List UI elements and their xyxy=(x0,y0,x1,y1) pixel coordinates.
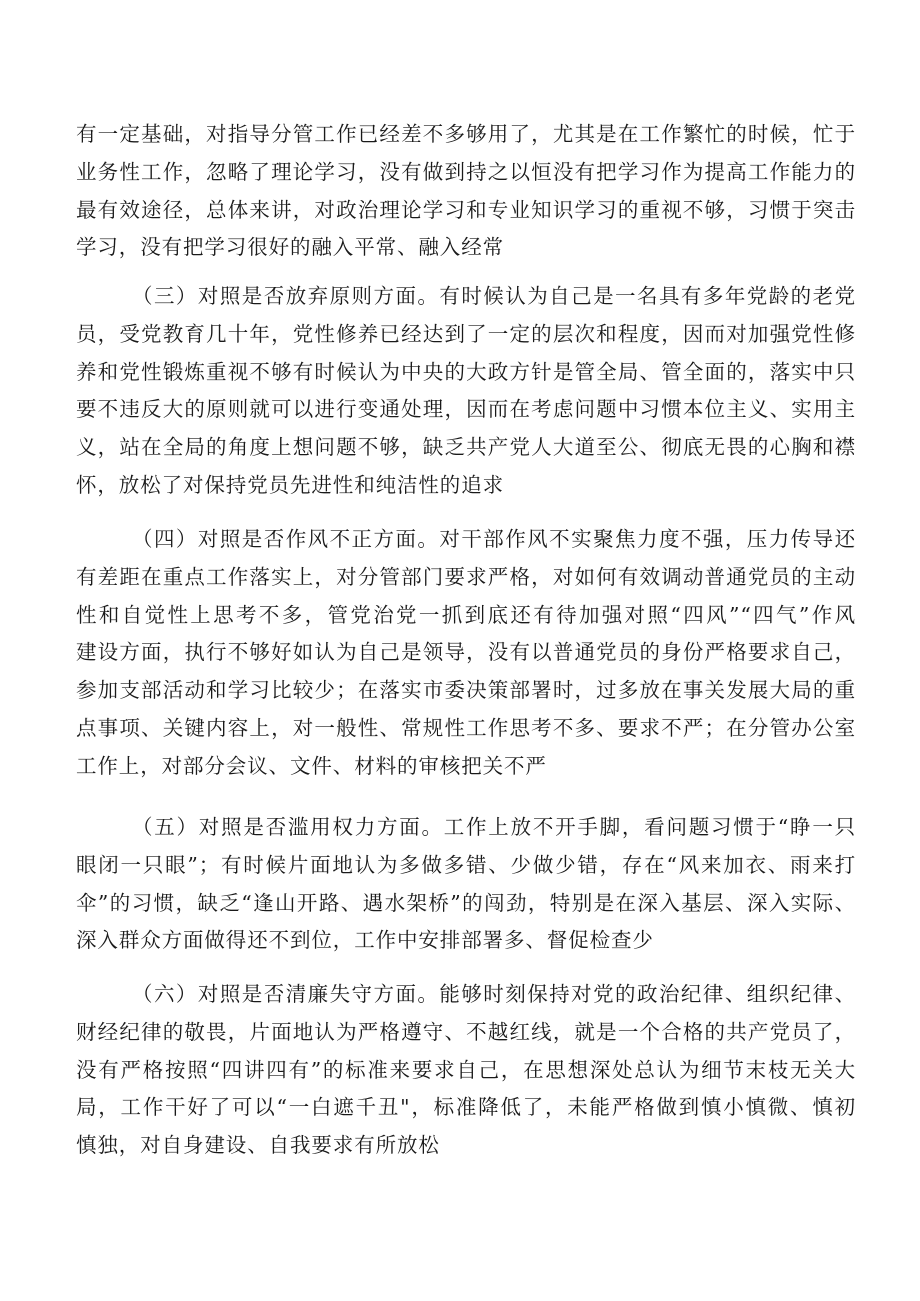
text-line: 工作上，对部分会议、文件、材料的审核把关不严 xyxy=(76,753,547,778)
text-line: 养和党性锻炼重视不够有时候认为中央的大政方针是管全局、管全面的，落实中只 xyxy=(76,359,856,384)
text-line: 怀，放松了对保持党员先进性和纯洁性的追求 xyxy=(76,472,504,497)
text-line: （三）对照是否放弃原则方面。有时候认为自己是一名具有多年党龄的老党 xyxy=(132,284,856,308)
text-line: （四）对照是否作风不正方面。对干部作风不实聚焦力度不强，压力传导还 xyxy=(132,527,856,551)
text-line: 建设方面，执行不够好如认为自己是领导，没有以普通党员的身份严格要求自己， xyxy=(76,640,856,665)
text-line: 眼闭一只眼”；有时候片面地认为多做多错、少做少错，存在“风来加衣、雨来打 xyxy=(76,852,856,877)
text-line: 学习，没有把学习很好的融入平常、融入经常 xyxy=(76,235,504,260)
paragraph-study xyxy=(76,116,856,267)
text-line: 深入群众方面做得还不到位，工作中安排部署多、督促检查少 xyxy=(76,928,654,953)
text-line: 财经纪律的敬畏，片面地认为严格遵守、不越红线，就是一个合格的共产党员了， xyxy=(76,1019,856,1044)
paragraph-work-style xyxy=(76,521,856,786)
text-line: 业务性工作，忽略了理论学习，没有做到持之以恒没有把学习作为提高工作能力的 xyxy=(76,159,856,184)
text-line: 最有效途径，总体来讲，对政治理论学习和专业知识学习的重视不够，习惯于突击 xyxy=(76,197,856,222)
paragraph-power-abuse xyxy=(76,809,856,960)
paragraph-integrity xyxy=(76,976,856,1165)
text-line: （六）对照是否清廉失守方面。能够时刻保持对党的政治纪律、组织纪律、 xyxy=(132,982,856,1006)
paragraph-principles xyxy=(76,278,856,505)
text-line: 员，受党教育几十年，党性修养已经达到了一定的层次和程度，因而对加强党性修 xyxy=(76,321,856,346)
text-line: 要不违反大的原则就可以进行变通处理，因而在考虑问题中习惯本位主义、实用主 xyxy=(76,397,856,422)
text-line: 有一定基础，对指导分管工作已经差不多够用了，尤其是在工作繁忙的时候，忙于 xyxy=(76,122,856,146)
text-line: 局，工作干好了可以“一白遮千丑"，标准降低了，未能严格做到慎小慎微、慎初 xyxy=(76,1095,856,1120)
text-line: 性和自觉性上思考不多，管党治党一抓到底还有待加强对照“四风”“四气”作风 xyxy=(76,602,856,627)
text-line: 点事项、关键内容上，对一般性、常规性工作思考不多、要求不严；在分管办公室 xyxy=(76,715,856,740)
text-line: 没有严格按照“四讲四有”的标准来要求自己，在思想深处总认为细节末枝无关大 xyxy=(76,1057,856,1082)
text-line: 参加支部活动和学习比较少；在落实市委决策部署时，过多放在事关发展大局的重 xyxy=(76,678,856,703)
text-line: （五）对照是否滥用权力方面。工作上放不开手脚，看问题习惯于“睁一只 xyxy=(132,815,856,839)
text-line: 慎独，对自身建设、自我要求有所放松 xyxy=(76,1133,440,1158)
text-line: 有差距在重点工作落实上，对分管部门要求严格，对如何有效调动普通党员的主动 xyxy=(76,564,856,589)
text-line: 义，站在全局的角度上想问题不够，缺乏共产党人大道至公、彻底无畏的心胸和襟 xyxy=(76,435,856,460)
text-line: 伞”的习惯，缺乏“逢山开路、遇水架桥”的闯劲，特别是在深入基层、深入实际、 xyxy=(76,890,856,915)
